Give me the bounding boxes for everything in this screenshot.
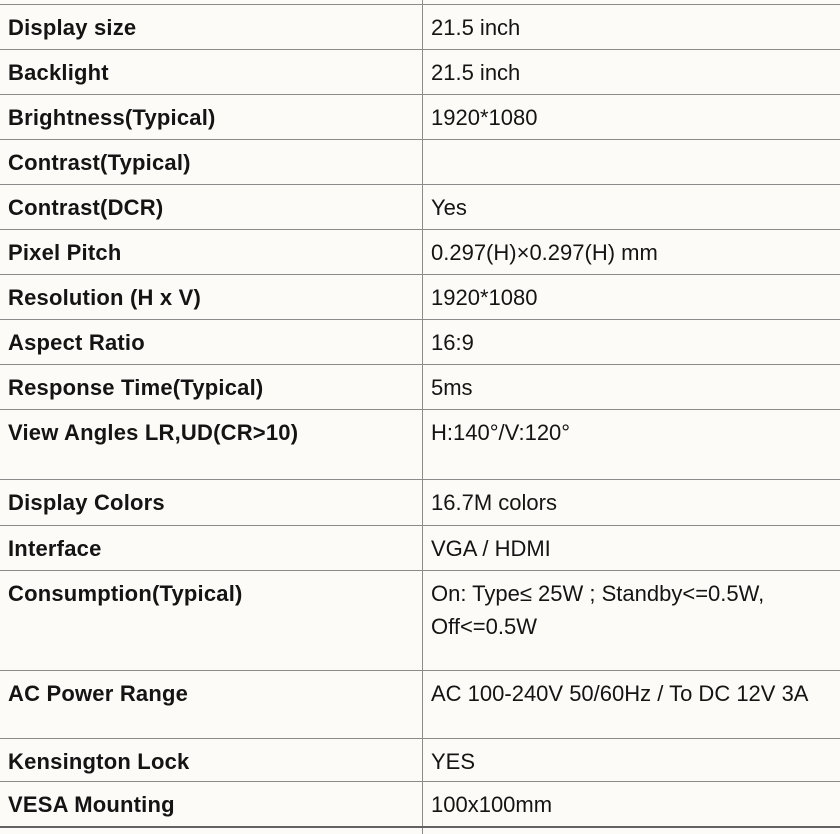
spec-row-display-size bbox=[0, 5, 840, 50]
spec-label: Pixel Pitch bbox=[0, 230, 423, 274]
spec-label: Display size bbox=[0, 5, 423, 49]
spec-label: Backlight bbox=[0, 50, 423, 94]
spec-row-contrast-dcr bbox=[0, 185, 840, 230]
spec-row-backlight bbox=[0, 50, 840, 95]
spec-label: Aspect Ratio bbox=[0, 320, 423, 364]
spec-label-cell bbox=[0, 828, 423, 834]
spec-label: View Angles LR,UD(CR>10) bbox=[0, 410, 423, 479]
spec-label: Display Colors bbox=[0, 480, 423, 525]
spec-row-kensington-lock bbox=[0, 739, 840, 782]
spec-value: Yes bbox=[431, 195, 467, 220]
spec-value: 1920*1080 bbox=[431, 105, 538, 130]
spec-value: 0.297(H)×0.297(H) mm bbox=[431, 240, 658, 265]
spec-row-vesa-mounting bbox=[0, 782, 840, 828]
spec-row-contrast-typical bbox=[0, 140, 840, 185]
spec-value bbox=[423, 140, 840, 184]
spec-value: 21.5 inch bbox=[431, 60, 521, 85]
spec-row-display-colors bbox=[0, 480, 840, 526]
spec-row-resolution bbox=[0, 275, 840, 320]
spec-value: VGA / HDMI bbox=[431, 536, 551, 561]
spec-value: AC 100-240V 50/60Hz / To DC 12V 3A bbox=[431, 681, 809, 706]
spec-value: 16.7M colors bbox=[431, 490, 557, 515]
spec-label: Consumption(Typical) bbox=[0, 571, 423, 670]
spec-row-consumption bbox=[0, 571, 840, 671]
spec-row-pixel-pitch bbox=[0, 230, 840, 275]
spec-label: AC Power Range bbox=[0, 671, 423, 738]
spec-label: Contrast(Typical) bbox=[0, 140, 423, 184]
spec-label: Resolution (H x V) bbox=[0, 275, 423, 319]
spec-value: YES bbox=[431, 749, 476, 774]
spec-row-response-time bbox=[0, 365, 840, 410]
spec-value: On: Type≤ 25W ; Standby<=0.5W, Off<=0.5W bbox=[431, 581, 765, 639]
spec-value: 16:9 bbox=[431, 330, 474, 355]
spec-value: 5ms bbox=[431, 375, 473, 400]
spec-value: 100x100mm bbox=[431, 792, 553, 817]
spec-label: VESA Mounting bbox=[0, 782, 423, 826]
spec-row-ac-power-range bbox=[0, 671, 840, 739]
spec-row-brightness bbox=[0, 95, 840, 140]
spec-value-cell bbox=[423, 828, 840, 834]
spec-label: Contrast(DCR) bbox=[0, 185, 423, 229]
spec-value: H:140°/V:120° bbox=[431, 420, 571, 445]
spec-row-interface bbox=[0, 526, 840, 571]
spec-label: Brightness(Typical) bbox=[0, 95, 423, 139]
spec-row-aspect-ratio bbox=[0, 320, 840, 365]
spec-label: Kensington Lock bbox=[0, 739, 423, 781]
spec-value: 21.5 inch bbox=[431, 15, 521, 40]
table-edge-row-bottom bbox=[0, 828, 840, 832]
spec-row-view-angles bbox=[0, 410, 840, 480]
spec-label: Interface bbox=[0, 526, 423, 570]
spec-label: Response Time(Typical) bbox=[0, 365, 423, 409]
spec-value: 1920*1080 bbox=[431, 285, 538, 310]
